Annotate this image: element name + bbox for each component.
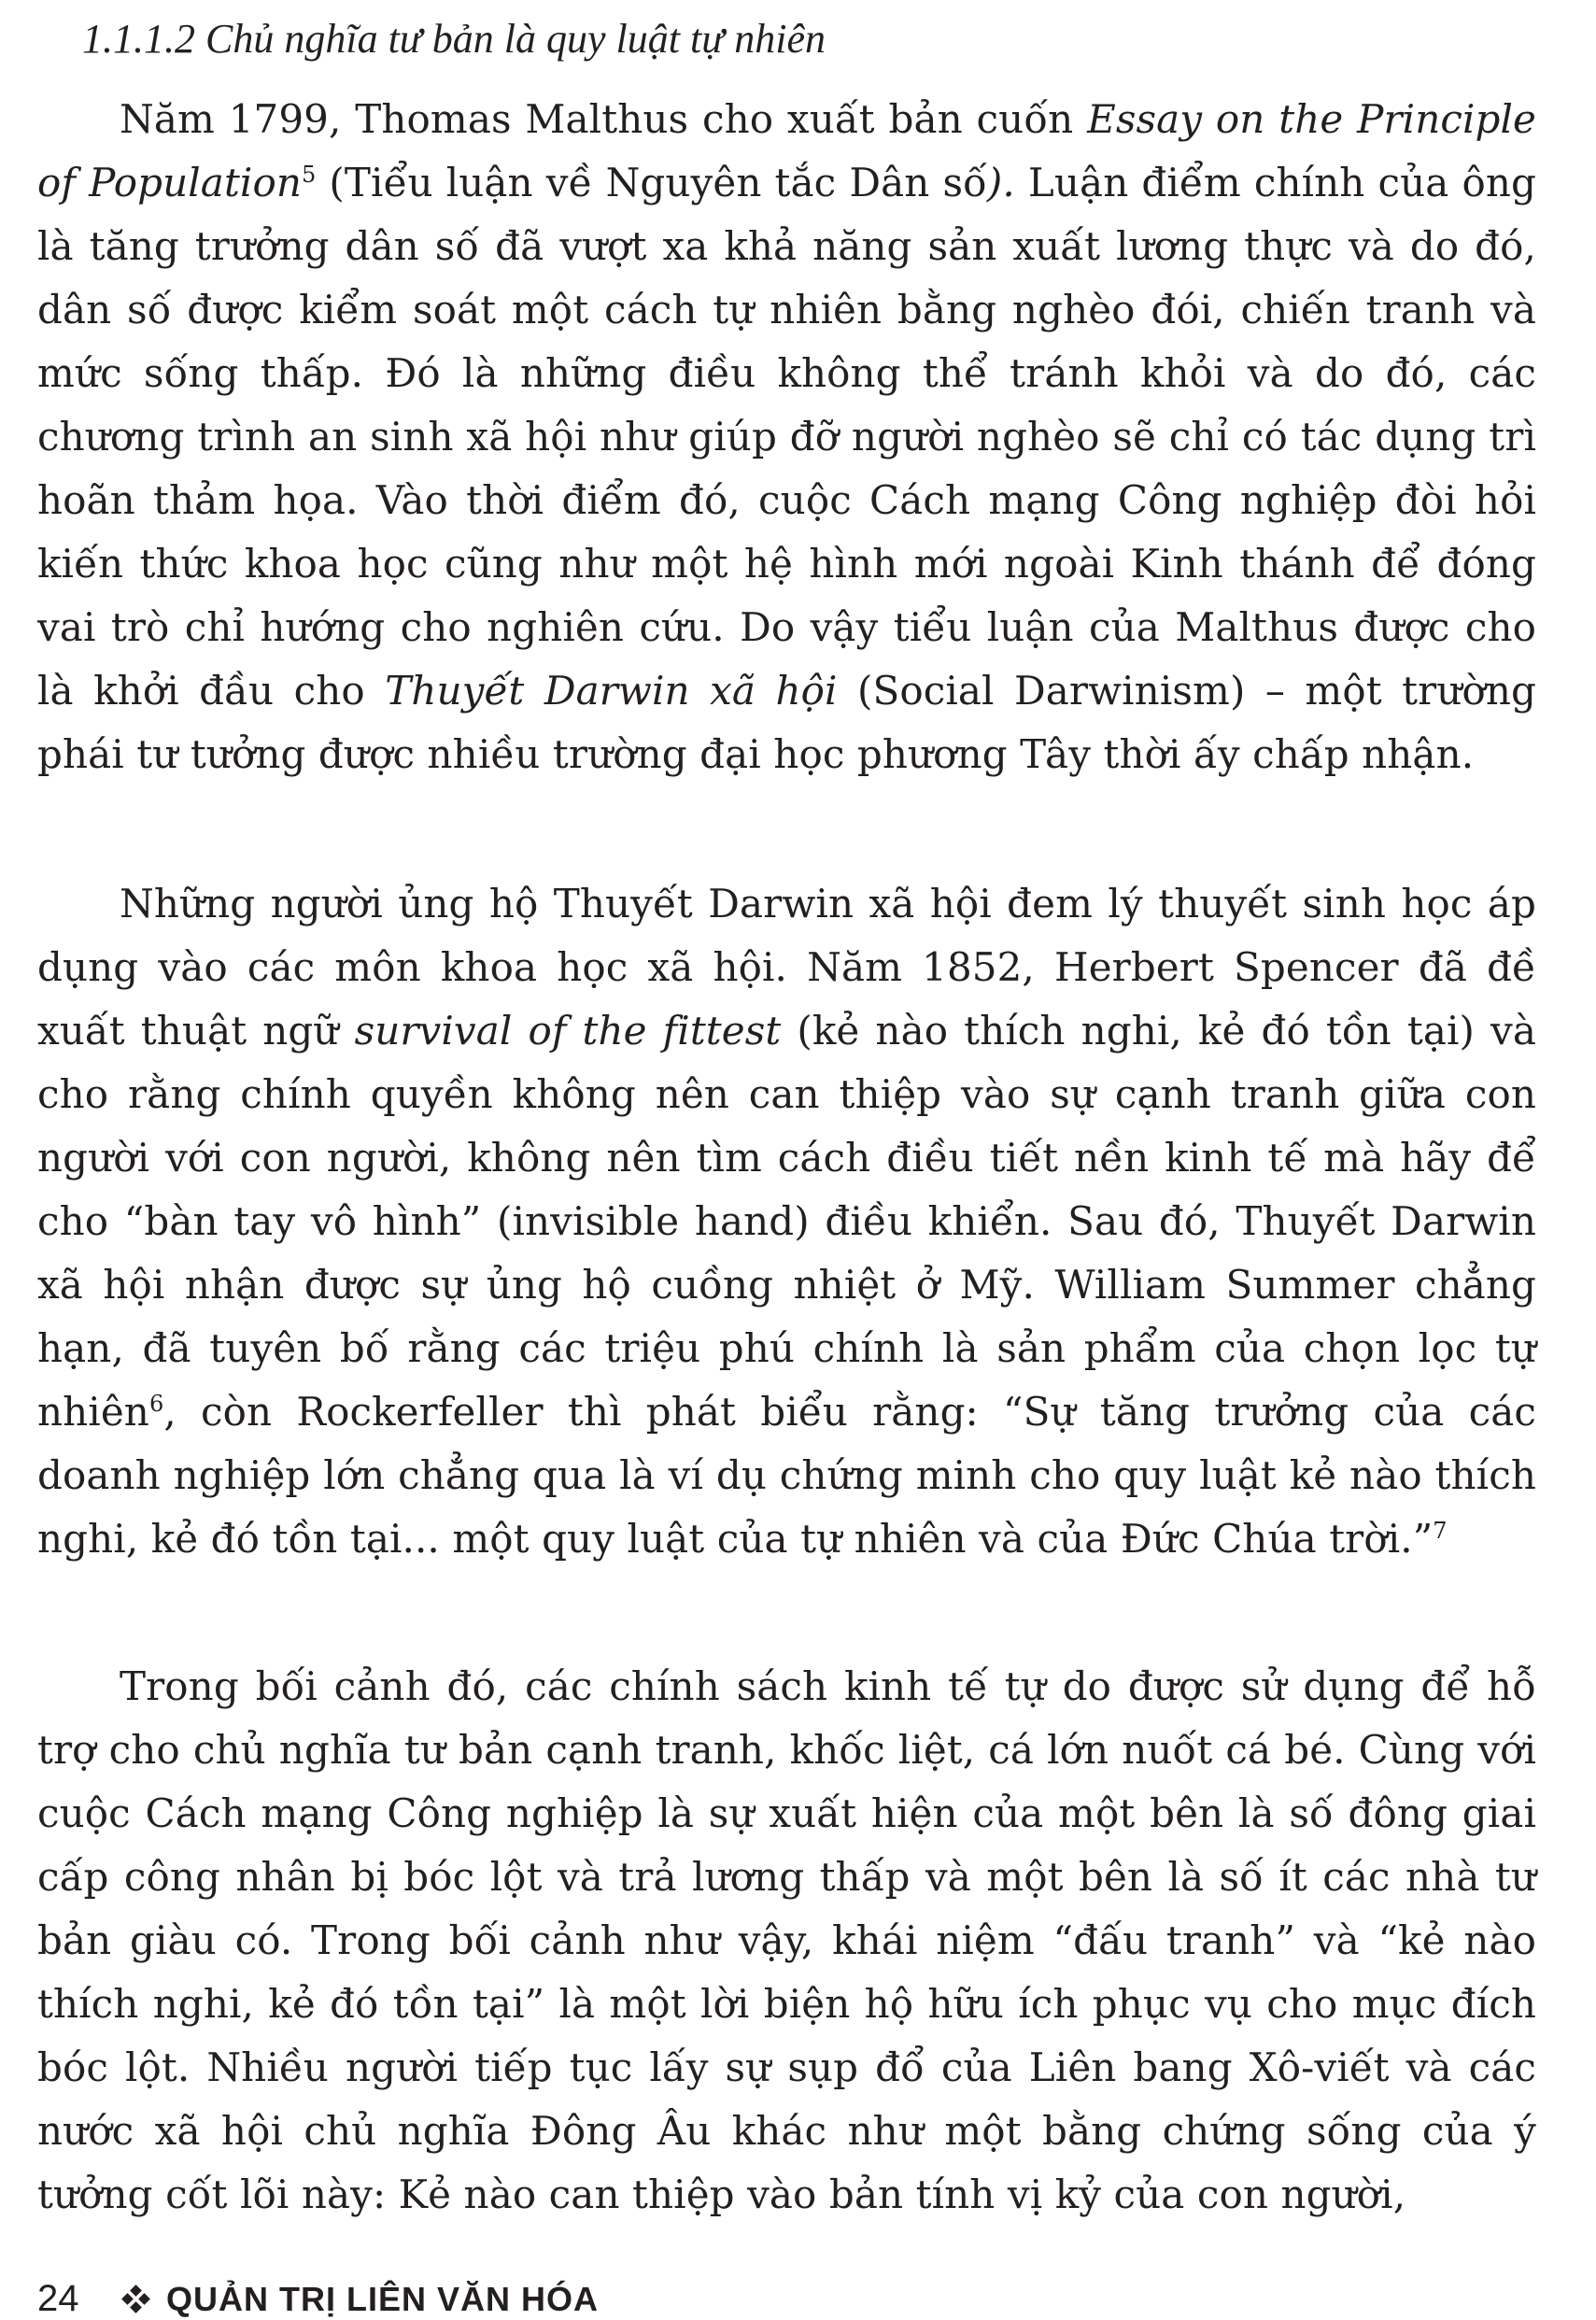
paragraph-spencer: [37, 872, 1536, 1571]
paragraph-text: (Social Darwinism) – một trường phái tư tưởng được nhiều trường đại học phương Tây thời ấy chấp nhận.: [37, 668, 1536, 777]
paragraph-context: Trong bối cảnh đó, các chính sách kinh tế tự do được sử dụng để hỗ trợ cho chủ nghĩa tư bản cạnh tranh, khốc liệt, cá lớn nuốt cá bé. Cùng với cuộc Cách mạng Công nghiệp là sự xuất hiện của một bên là số đông giai cấp công nhân bị bóc lột và trả lương thấp và một bên là số ít các nhà tư bản giàu có. Trong bối cảnh như vậy, khái niệm “đấu tranh” và “kẻ nào thích nghi, kẻ đó tồn tại” là một lời biện hộ hữu ích phục vụ cho mục đích bóc lột. Nhiều người tiếp tục lấy sự sụp đổ của Liên bang Xô-viết và các nước xã hội chủ nghĩa Đông Âu khác như một bằng chứng sống của ý tưởng cốt lõi này: Kẻ nào can thiệp vào bản tính vị kỷ của con người,: [37, 1663, 1536, 2217]
paragraph-malthus: [37, 88, 1536, 786]
page-number: 24: [37, 2278, 79, 2319]
term-survival-of-the-fittest: survival of the fittest: [354, 1008, 782, 1054]
paragraph-text: Luận điểm chính của ông là tăng trưởng dân số đã vượt xa khả năng sản xuất lương thực và do đó, dân số được kiểm soát một cách tự nhiên bằng nghèo đói, chiến tranh và mức sống thấp. Đó là những điều không thể tránh khỏi và do đó, các chương trình an sinh xã hội như giúp đỡ người nghèo sẽ chỉ có tác dụng trì hoãn thảm họa. Vào thời điểm đó, cuộc Cách mạng Công nghiệp đòi hỏi kiến thức khoa học cũng như một hệ hình mới ngoài Kinh thánh để đóng vai trò chỉ hướng cho nghiên cứu. Do vậy tiểu luận của Malthus được cho là khởi đầu cho: [37, 160, 1537, 714]
paragraph-text: Những người ủng hộ Thuyết Darwin xã hội đem lý thuyết sinh học áp dụng vào các môn khoa học xã hội. Năm 1852, Herbert Spencer đã đề xuất thuật ngữ: [37, 881, 1536, 1054]
paragraph-text: (kẻ nào thích nghi, kẻ đó tồn tại) và cho rằng chính quyền không nên can thiệp vào sự cạnh tranh giữa con người với con người, không nên tìm cách điều tiết nền kinh tế mà hãy để cho “bàn tay vô hình” (invisible hand) điều khiển. Sau đó, Thuyết Darwin xã hội nhận được sự ủng hộ cuồng nhiệt ở Mỹ. William Summer chẳng hạn, đã tuyên bố rằng các triệu phú chính là sản phẩm của chọn lọc tự nhiên: [37, 1008, 1536, 1435]
footnote-ref-5[interactable]: 5: [302, 162, 317, 188]
footnote-ref-7[interactable]: 7: [1433, 1518, 1448, 1544]
paragraph-text: , còn Rockerfeller thì phát biểu rằng: “Sự tăng trưởng của các doanh nghiệp lớn chẳng qua là ví dụ chứng minh cho quy luật kẻ nào thích nghi, kẻ đó tồn tại... một quy luật của tự nhiên và của Đức Chúa trời.”: [37, 1389, 1536, 1562]
page-footer: [37, 2279, 599, 2319]
paragraph-text: Năm 1799, Thomas Malthus cho xuất bản cuốn: [120, 96, 1088, 142]
section-heading: 1.1.1.2 Chủ nghĩa tư bản là quy luật tự nhiên: [82, 16, 826, 62]
book-title-essay: Essay on the Principle of Population: [37, 96, 1536, 205]
paragraph-text: ).: [986, 160, 1015, 205]
term-social-darwinism: Thuyết Darwin xã hội: [385, 668, 838, 714]
four-diamond-ornament-icon: [123, 2286, 149, 2313]
footnote-ref-6[interactable]: 6: [148, 1391, 164, 1417]
running-book-title: QUẢN TRỊ LIÊN VĂN HÓA: [166, 2279, 600, 2318]
paragraph-text: (Tiểu luận về Nguyên tắc Dân số: [316, 160, 987, 205]
